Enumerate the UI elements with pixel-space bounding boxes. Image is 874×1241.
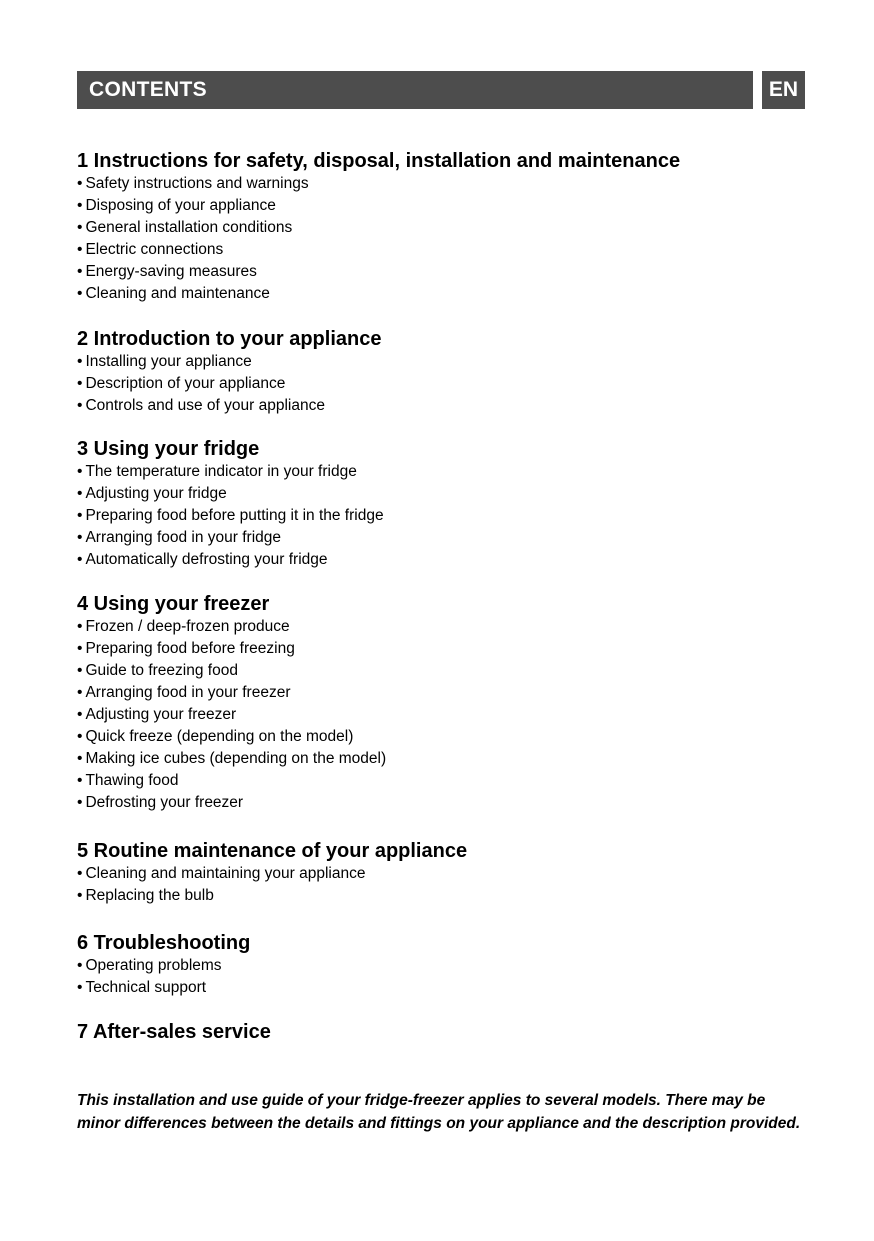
list-item: • Replacing the bulb [77, 887, 214, 904]
list-item: • Preparing food before putting it in the fridge [77, 507, 384, 524]
list-item: • Energy-saving measures [77, 263, 257, 280]
list-item: • Adjusting your fridge [77, 485, 227, 502]
list-item: • Arranging food in your freezer [77, 684, 291, 701]
list-item: • Operating problems [77, 957, 222, 974]
list-item: • Cleaning and maintenance [77, 285, 270, 302]
list-item: • Cleaning and maintaining your appliance [77, 865, 366, 882]
section-items [77, 955, 250, 999]
section-title: 3 Using your fridge [77, 438, 260, 460]
list-item: • Thawing food [77, 772, 179, 789]
section-items [77, 461, 384, 571]
section-title: 6 Troubleshooting [77, 932, 251, 954]
list-item: • Making ice cubes (depending on the model) [77, 750, 387, 767]
list-item: • Description of your appliance [77, 375, 286, 392]
section-introduction [77, 327, 381, 417]
language-badge [762, 71, 805, 109]
list-item: • Automatically defrosting your fridge [77, 551, 328, 568]
contents-header-bar [77, 71, 753, 109]
section-fridge [77, 437, 384, 571]
section-title: 5 Routine maintenance of your appliance [77, 840, 468, 862]
list-item: • Preparing food before freezing [77, 640, 295, 657]
list-item: • Defrosting your freezer [77, 794, 244, 811]
section-troubleshooting [77, 931, 250, 999]
section-items [77, 351, 381, 417]
list-item: • Safety instructions and warnings [77, 175, 309, 192]
section-title: 7 After-sales service [77, 1021, 271, 1043]
section-freezer [77, 592, 386, 814]
section-title: 4 Using your freezer [77, 593, 270, 615]
list-item: • Guide to freezing food [77, 662, 238, 679]
section-items [77, 863, 467, 907]
list-item: • Technical support [77, 979, 207, 996]
section-items [77, 173, 680, 305]
list-item: • General installation conditions [77, 219, 293, 236]
list-item: • Electric connections [77, 241, 224, 258]
language-label: EN [768, 78, 799, 101]
list-item: • Installing your appliance [77, 353, 252, 370]
section-safety [77, 149, 680, 305]
section-items [77, 616, 386, 814]
page-title: CONTENTS [89, 78, 207, 101]
list-item: • Adjusting your freezer [77, 706, 237, 723]
list-item: • Controls and use of your appliance [77, 397, 325, 414]
models-note: This installation and use guide of your fridge-freezer applies to several models. There may be minor differences between the details and fittings on your appliance and the description provided. [77, 1092, 801, 1132]
list-item: • Arranging food in your fridge [77, 529, 282, 546]
section-after-sales [77, 1020, 271, 1044]
section-maintenance [77, 839, 467, 907]
list-item: • Quick freeze (depending on the model) [77, 728, 354, 745]
section-title: 1 Instructions for safety, disposal, installation and maintenance [77, 150, 681, 172]
section-title: 2 Introduction to your appliance [77, 328, 382, 350]
list-item: • The temperature indicator in your fridge [77, 463, 357, 480]
list-item: • Frozen / deep-frozen produce [77, 618, 290, 635]
list-item: • Disposing of your appliance [77, 197, 276, 214]
